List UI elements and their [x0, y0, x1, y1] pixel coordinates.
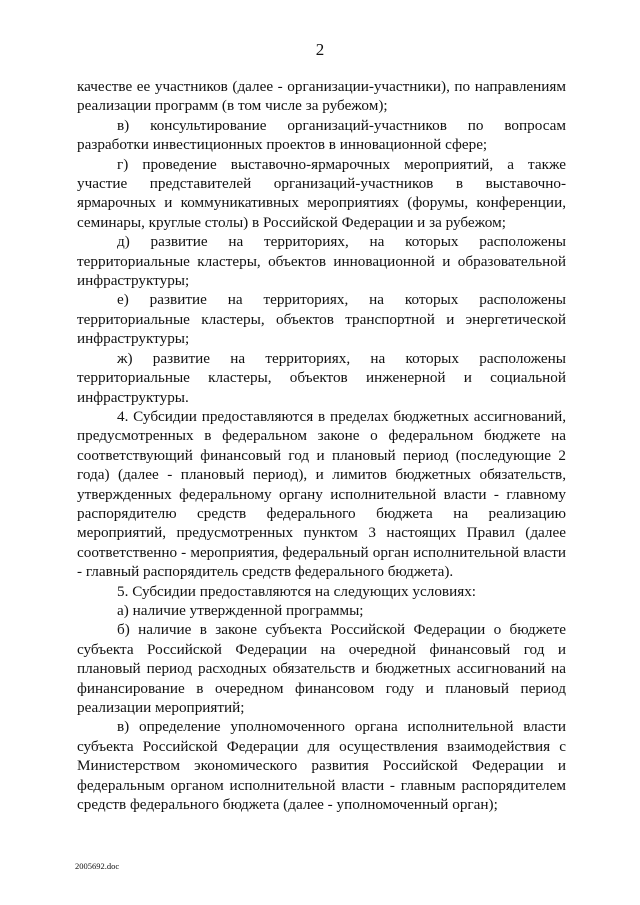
paragraph-item-v2: в) определение уполномоченного органа исполнительной власти субъекта Российской Федерации для осуществления взаимодействия с Министерством экономического развития Российской Федерации и федеральным органом исполнительной власти - главным распорядителем средств федерального бюджета (далее - уполномоченный орган); [77, 718, 566, 814]
footer-doc-id: 2005692.doc [75, 861, 120, 871]
paragraph-item-a: а) наличие утвержденной программы; [117, 601, 364, 619]
paragraph-clause-5: 5. Субсидии предоставляются на следующих условиях: [117, 582, 477, 600]
paragraph-item-v: в) консультирование организаций-участников по вопросам разработки инвестиционных проектов в инновационной сфере; [77, 116, 566, 154]
page-number: 2 [315, 40, 325, 59]
paragraph-item-b: б) наличие в законе субъекта Российской Федерации о бюджете субъекта Российской Федерации на очередной финансовый год и плановый период расходных обязательств и бюджетных ассигнований на финансирование в очередном финансовом году и плановый период реализации мероприятий; [77, 621, 566, 716]
document-body [77, 77, 566, 814]
paragraph-item-e: е) развитие на территориях, на которых расположены территориальные кластеры, объектов транспортной и энергетической инфраструктуры; [77, 291, 566, 348]
paragraph-item-zh: ж) развитие на территориях, на которых расположены территориальные кластеры, объектов инженерной и социальной инфраструктуры. [77, 349, 566, 406]
paragraph-item-g: г) проведение выставочно-ярмарочных мероприятий, а также участие представителей организаций-участников в выставочно-ярмарочных и коммуникативных мероприятиях (форумы, конференции, семинары, круглые столы) в Российской Федерации и за рубежом; [77, 155, 566, 231]
paragraph-continuation: качестве ее участников (далее - организации-участники), по направлениям реализации программ (в том числе за рубежом); [77, 78, 566, 115]
paragraph-clause-4: 4. Субсидии предоставляются в пределах бюджетных ассигнований, предусмотренных в федеральном законе о федеральном бюджете на соответствующий финансовый год и плановый период (последующие 2 года) (далее - плановый период), и лимитов бюджетных обязательств, утвержденных федеральному органу исполнительной власти - главному распорядителю средств федерального бюджета на реализацию мероприятий, предусмотренных пунктом 3 настоящих Правил (далее соответственно - мероприятия, федеральный орган исполнительной власти - главный распорядитель средств федерального бюджета). [77, 407, 566, 581]
paragraph-item-d: д) развитие на территориях, на которых расположены территориальные кластеры, объектов инновационной и образовательной инфраструктуры; [77, 233, 566, 290]
